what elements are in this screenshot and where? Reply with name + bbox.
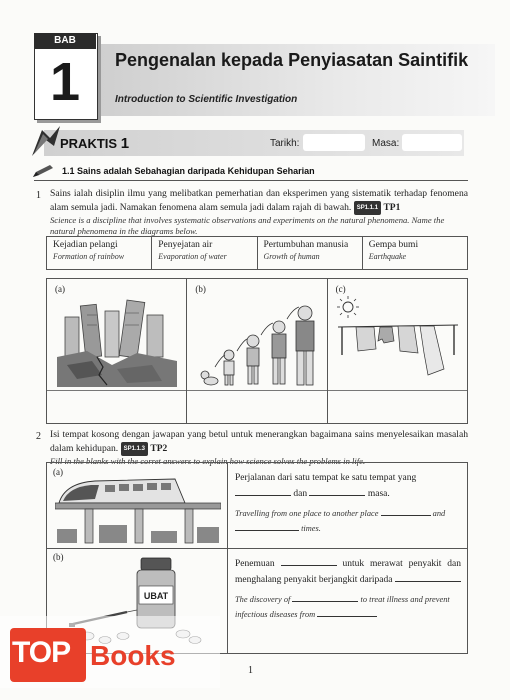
chapter-subtitle: Introduction to Scientific Investigation: [115, 94, 298, 105]
row-a-ms-1: Perjalanan dari satu tempat ke satu tempat yang: [235, 473, 417, 483]
choice-en: Evaporation of water: [158, 252, 227, 261]
choice-ms: Kejadian pelangi: [53, 240, 118, 250]
choice-ms: Pertumbuhan manusia: [263, 240, 349, 250]
choice-growth: [258, 237, 363, 269]
section-divider: [34, 180, 468, 181]
row-b-en-2: to treat illness and prevent infectious diseases from: [235, 595, 450, 619]
row-b-ms-2: untuk merawat penyakit dan menghalang penyakit berjangkit daripada: [235, 559, 462, 585]
row-a-blank-2[interactable]: [309, 486, 365, 496]
tarikh-label: Tarikh:: [270, 138, 300, 149]
question-1-sp-badge: SP1.1.1: [354, 201, 381, 216]
question-1: [50, 188, 468, 237]
chapter-title: Pengenalan kepada Penyiasatan Saintifik: [115, 50, 469, 70]
picture-b-cell: [187, 279, 327, 423]
row-a-blank-4[interactable]: [235, 521, 299, 531]
pencil-icon: [32, 164, 54, 178]
row-a-en-2: and: [432, 509, 446, 518]
question-2-sp-badge: SP1.1.3: [121, 442, 148, 457]
choices-table: [46, 236, 468, 270]
chapter-number: 1: [49, 52, 81, 112]
question-1-body: Sains ialah disiplin ilmu yang melibatkan pemerhatian dan eksperimen yang sistematik terhadap fenomena alam semula jadi. Namakan fenomena alam semula jadi dalam rajah di bawah.: [50, 188, 468, 213]
choice-en: Earthquake: [368, 252, 407, 261]
question-2-text: [50, 429, 468, 456]
row-b-en: [235, 592, 461, 622]
row-a-text: [235, 471, 461, 536]
watermark-books-text: Books: [90, 640, 176, 671]
choice-en: Formation of rainbow: [53, 252, 125, 261]
question-1-tp: TP1: [383, 202, 401, 213]
medicine-bottle-label: UBAT: [143, 591, 169, 601]
question-2-row-a: [47, 463, 467, 549]
choice-ms: Gempa bumi: [368, 240, 419, 250]
praktis-number: 1: [120, 135, 130, 152]
praktis-arrow-icon: [30, 124, 64, 158]
choice-evaporation: [152, 237, 257, 269]
row-a-en-1: Travelling from one place to another place: [235, 509, 379, 518]
page-number: 1: [248, 665, 253, 676]
row-a-en: [235, 506, 461, 536]
row-a-label: (a): [53, 467, 63, 477]
picture-a-cell: [47, 279, 187, 423]
question-2-body: Isi tempat kosong dengan jawapan yang betul untuk menerangkan bagaimana sains menyelesaikan masalah dalam kehidupan.: [50, 429, 468, 454]
picture-c-answer-space[interactable]: [328, 390, 467, 423]
evaporation-illustration: [334, 293, 462, 389]
masa-field[interactable]: [402, 134, 462, 151]
earthquake-illustration: [57, 295, 177, 387]
row-a-ms: [235, 471, 461, 502]
picture-b-answer-space[interactable]: [187, 390, 326, 423]
row-a-ms-2: dan: [293, 489, 308, 499]
row-b-ms: [235, 556, 461, 588]
row-b-blank-2[interactable]: [395, 572, 461, 582]
row-b-blank-4[interactable]: [317, 607, 377, 617]
section-title: 1.1 Sains adalah Sebahagian daripada Kehidupan Seharian: [62, 166, 315, 176]
choice-earthquake: [363, 237, 467, 269]
praktis-label: PRAKTIS: [60, 136, 118, 151]
watermark-top-text: TOP: [12, 636, 71, 669]
choice-ms: Penyejatan air: [158, 240, 213, 250]
row-a-en-3: times.: [301, 524, 321, 533]
picture-b-label: (b): [195, 284, 206, 294]
choice-rainbow: [47, 237, 152, 269]
row-a-blank-3[interactable]: [381, 506, 431, 516]
row-a-blank-1[interactable]: [235, 486, 291, 496]
tarikh-field[interactable]: [303, 134, 365, 151]
train-illustration: [55, 473, 221, 545]
praktis-title: [60, 135, 129, 152]
picture-c-cell: [328, 279, 467, 423]
row-b-label: (b): [53, 552, 64, 562]
human-growth-illustration: [195, 295, 319, 389]
pictures-table: [46, 278, 468, 424]
picture-a-answer-space[interactable]: [47, 390, 186, 423]
row-b-text: [235, 556, 461, 622]
row-b-blank-1[interactable]: [281, 556, 337, 566]
row-b-ms-1: Penemuan: [235, 559, 275, 569]
row-b-en-1: The discovery of: [235, 595, 291, 604]
question-2-number: 2: [36, 431, 41, 442]
row-a-ms-3: masa.: [367, 489, 390, 499]
masa-label: Masa:: [372, 138, 400, 149]
picture-c-label: (c): [335, 284, 346, 294]
row-a-image-cell: [47, 463, 228, 548]
chapter-bab-label: BAB: [34, 33, 96, 49]
question-1-text: [50, 188, 468, 215]
choice-en: Growth of human: [263, 252, 320, 261]
question-1-number: 1: [36, 190, 41, 201]
row-b-blank-3[interactable]: [292, 592, 358, 602]
question-1-english: Science is a discipline that involves systematic observations and experiments on the natural phenomena. Name the natural phenomena in the diagrams below.: [50, 215, 445, 236]
question-2-tp: TP2: [150, 443, 168, 454]
picture-a-label: (a): [55, 284, 65, 294]
question-2-english: Fill in the blanks with the corret answers to explain how science solves the problems in life.: [50, 456, 366, 466]
